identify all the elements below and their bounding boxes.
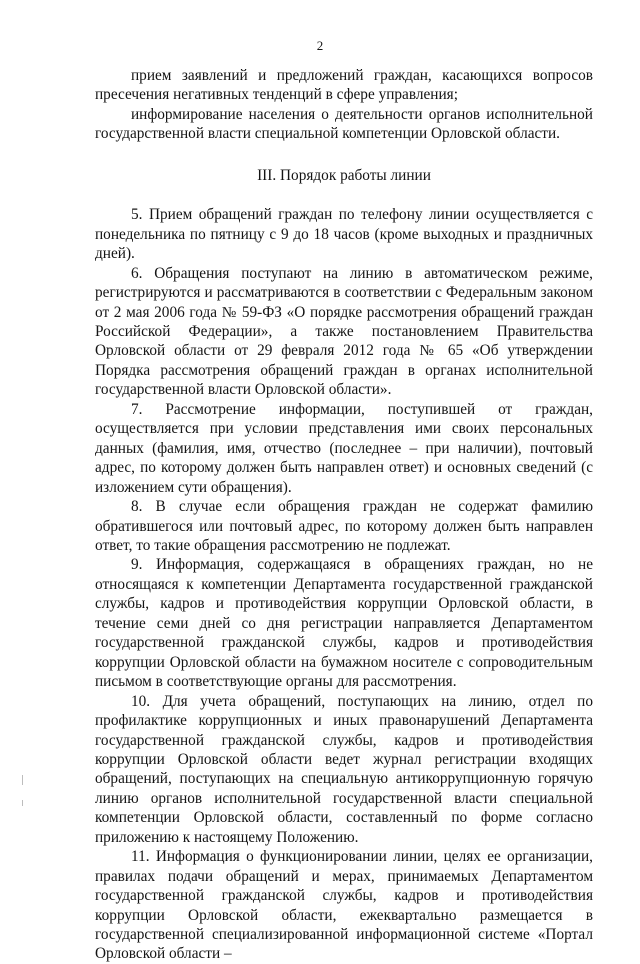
paragraph-8: 8. В случае если обращения граждан не содержат фамилию обратившегося или почтовый адрес, по которому должен быть направлен ответ, то такие обращения рассмотрению не подлежат. xyxy=(95,498,593,554)
section-heading: III. Порядок работы линии xyxy=(257,166,431,184)
paragraph-10: 10. Для учета обращений, поступающих на линию, отдел по профилактике коррупционных и иных правонарушений Департамента государственной гражданской службы, кадров и противодействия коррупции Орловской области ведет журнал регистрации входящих обращений, поступающих на специальную антикоррупционную горячую линию органов исполнительной государственной власти специальной компетенции Орловской области, составленный по форме согласно приложению к настоящему Положению. xyxy=(95,692,593,846)
paragraph-5: 5. Прием обращений граждан по телефону линии осуществляется с понедельника по пятницу с 9 до 18 часов (кроме выходных и праздничных дней). xyxy=(95,206,593,263)
paragraph-11: 11. Информация о функционировании линии, целях ее организации, правилах подачи обращений и мерах, принимаемых Департаментом государственной гражданской службы, кадров и противодействия коррупции Орловской области, ежеквартально размещается в государственной специализированной информационной системе «Портал Орловской области – xyxy=(95,848,593,963)
paragraph-intro-2: информирование населения о деятельности органов исполнительной государственной власти специальной компетенции Орловской области. xyxy=(95,105,593,143)
paragraph-6: 6. Обращения поступают на линию в автоматическом режиме, регистрируются и рассматриваются в соответствии с Федеральным законом от 2 мая 2006 года № 59-ФЗ «О порядке рассмотрения обращений граждан Российской Федерации», а также постановлением Правительства Орловской области от 29 февраля 2012 года № 65 «Об утверждении Порядка рассмотрения обращений граждан в органах исполнительной государственной власти Орловской области». xyxy=(95,264,593,399)
page-number: 2 xyxy=(316,38,324,53)
paragraph-intro-1: прием заявлений и предложений граждан, касающихся вопросов пресечения негативных тенденций в сфере управления; xyxy=(95,67,593,104)
paragraph-9: 9. Информация, содержащаяся в обращениях граждан, но не относящаяся к компетенции Департамента государственной гражданской службы, кадров и противодействия коррупции Орловской области, в течение семи дней со дня регистрации направляется Департаментом государственной гражданской службы, кадров и противодействия коррупции Орловской области на бумажном носителе с сопроводительным письмом в соответствующие органы для рассмотрения. xyxy=(95,556,593,691)
paragraph-7: 7. Рассмотрение информации, поступившей от граждан, осуществляется при условии представления ими своих персональных данных (фамилия, имя, отчество (последнее – при наличии), почтовый адрес, по которому должен быть направлен ответ) и основных сведений (с изложением сути обращения). xyxy=(95,400,593,496)
scan-artifact-mark xyxy=(22,775,23,785)
scan-artifact-mark xyxy=(22,800,23,806)
document-body xyxy=(95,66,593,964)
